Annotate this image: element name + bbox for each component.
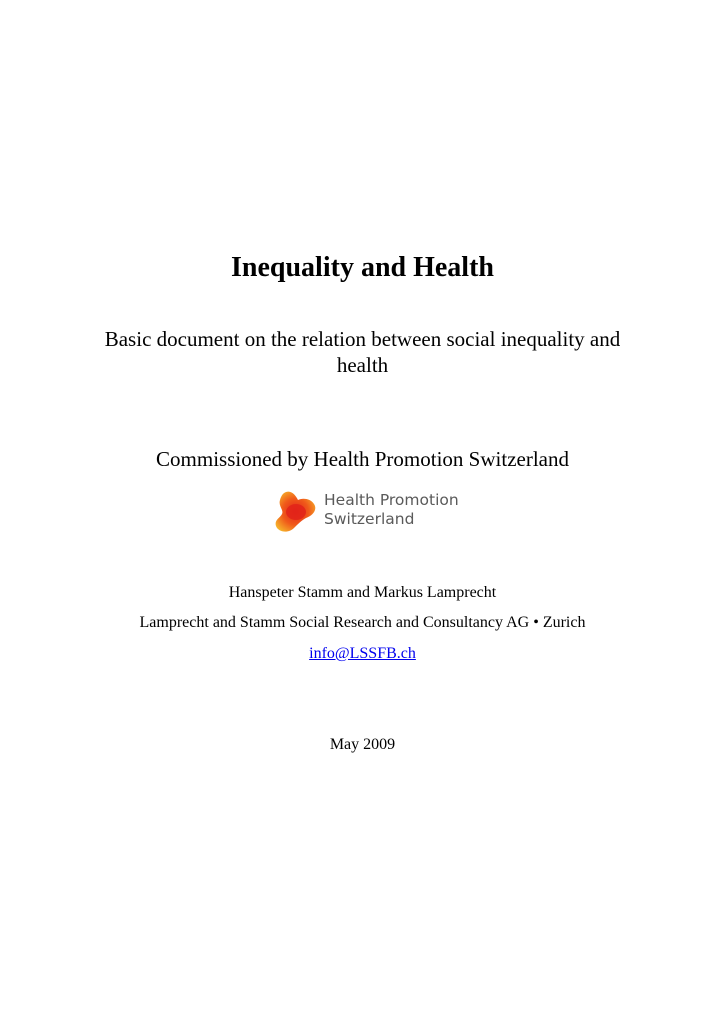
health-promotion-logo-icon xyxy=(272,488,322,534)
health-promotion-logo xyxy=(272,488,462,534)
logo-text xyxy=(324,491,459,528)
email-line xyxy=(0,644,725,664)
commissioned-by: Commissioned by Health Promotion Switzerland xyxy=(156,447,569,471)
logo-line-1: Health Promotion xyxy=(324,491,459,509)
document-date: May 2009 xyxy=(329,736,396,753)
affiliation: Lamprecht and Stamm Social Research and Consultancy AG • Zurich xyxy=(139,614,586,631)
document-subtitle: Basic document on the relation between social inequality and health xyxy=(104,327,621,377)
logo-line-2: Switzerland xyxy=(324,509,415,528)
document-title: Inequality and Health xyxy=(231,252,494,283)
authors: Hanspeter Stamm and Markus Lamprecht xyxy=(228,584,497,601)
email-link[interactable]: info@LSSFB.ch xyxy=(309,645,416,662)
